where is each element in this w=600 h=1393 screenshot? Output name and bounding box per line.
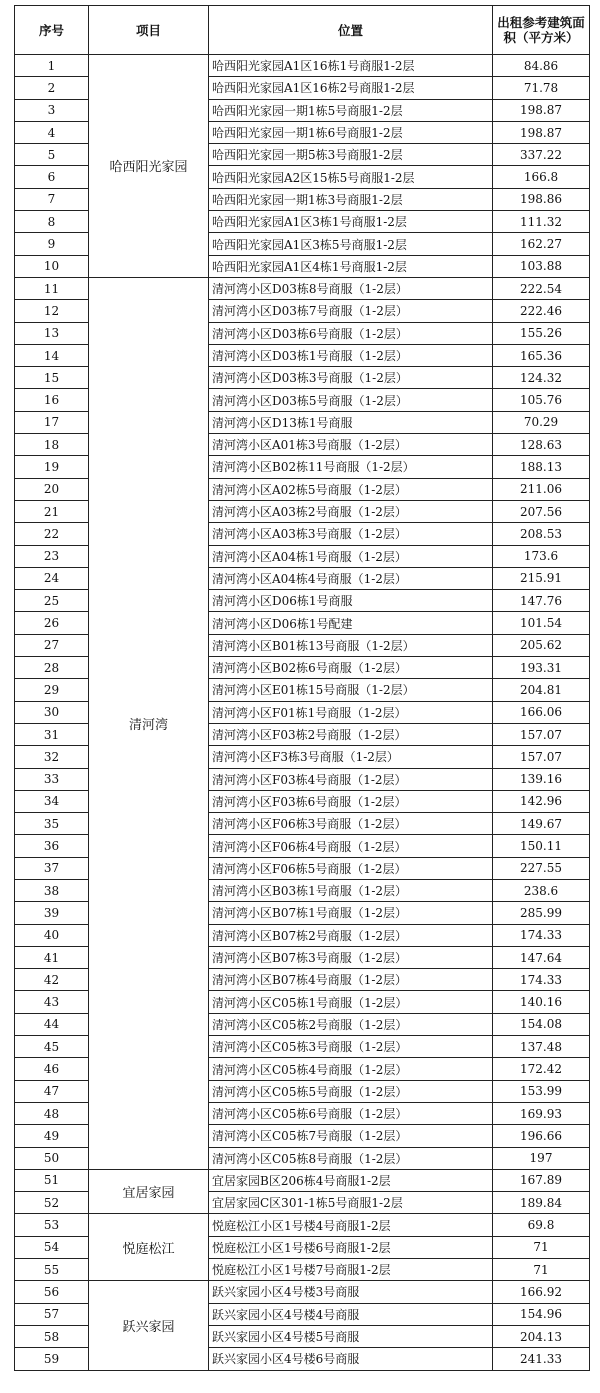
location-cell: 跃兴家园小区4号楼5号商服: [209, 1325, 493, 1347]
area-cell: 285.99: [493, 902, 590, 924]
location-cell: 哈西阳光家园一期1栋3号商服1-2层: [209, 188, 493, 210]
area-cell: 166.8: [493, 166, 590, 188]
serial-no-cell: 23: [15, 545, 89, 567]
area-cell: 105.76: [493, 389, 590, 411]
area-cell: 147.64: [493, 946, 590, 968]
serial-no-cell: 36: [15, 835, 89, 857]
serial-no-cell: 59: [15, 1348, 89, 1370]
serial-no-cell: 28: [15, 657, 89, 679]
area-cell: 70.29: [493, 411, 590, 433]
serial-no-cell: 35: [15, 813, 89, 835]
serial-no-cell: 18: [15, 434, 89, 456]
location-cell: 清河湾小区C05栋2号商服（1-2层）: [209, 1013, 493, 1035]
location-cell: 清河湾小区A01栋3号商服（1-2层）: [209, 434, 493, 456]
serial-no-cell: 42: [15, 969, 89, 991]
serial-no-cell: 10: [15, 255, 89, 277]
area-cell: 166.06: [493, 701, 590, 723]
serial-no-cell: 33: [15, 768, 89, 790]
serial-no-cell: 24: [15, 567, 89, 589]
serial-no-cell: 19: [15, 456, 89, 478]
location-cell: 清河湾小区F3栋3号商服（1-2层）: [209, 746, 493, 768]
serial-no-cell: 22: [15, 523, 89, 545]
location-cell: 清河湾小区C05栋8号商服（1-2层）: [209, 1147, 493, 1169]
location-cell: 清河湾小区B02栋11号商服（1-2层）: [209, 456, 493, 478]
area-cell: 150.11: [493, 835, 590, 857]
area-cell: 204.81: [493, 679, 590, 701]
area-cell: 124.32: [493, 367, 590, 389]
area-cell: 149.67: [493, 813, 590, 835]
location-cell: 哈西阳光家园A1区3栋5号商服1-2层: [209, 233, 493, 255]
location-cell: 清河湾小区A04栋4号商服（1-2层）: [209, 567, 493, 589]
serial-no-cell: 51: [15, 1169, 89, 1191]
serial-no-cell: 46: [15, 1058, 89, 1080]
area-cell: 166.92: [493, 1281, 590, 1303]
serial-no-cell: 5: [15, 144, 89, 166]
area-cell: 142.96: [493, 790, 590, 812]
serial-no-cell: 58: [15, 1325, 89, 1347]
rental-listing-table: [14, 5, 590, 1371]
location-cell: 清河湾小区D03栋8号商服（1-2层）: [209, 277, 493, 299]
area-cell: 174.33: [493, 969, 590, 991]
serial-no-cell: 16: [15, 389, 89, 411]
serial-no-cell: 11: [15, 277, 89, 299]
location-cell: 清河湾小区D13栋1号商服: [209, 411, 493, 433]
serial-no-cell: 38: [15, 879, 89, 901]
location-cell: 清河湾小区A02栋5号商服（1-2层）: [209, 478, 493, 500]
location-cell: 跃兴家园小区4号楼4号商服: [209, 1303, 493, 1325]
area-cell: 139.16: [493, 768, 590, 790]
area-cell: 154.96: [493, 1303, 590, 1325]
serial-no-cell: 1: [15, 55, 89, 77]
table-row: [15, 55, 590, 77]
area-cell: 71.78: [493, 77, 590, 99]
location-cell: 清河湾小区A03栋2号商服（1-2层）: [209, 500, 493, 522]
area-cell: 189.84: [493, 1192, 590, 1214]
location-cell: 哈西阳光家园A1区4栋1号商服1-2层: [209, 255, 493, 277]
location-cell: 哈西阳光家园A2区15栋5号商服1-2层: [209, 166, 493, 188]
serial-no-cell: 8: [15, 211, 89, 233]
location-cell: 清河湾小区D03栋3号商服（1-2层）: [209, 367, 493, 389]
area-cell: 337.22: [493, 144, 590, 166]
project-cell: 跃兴家园: [89, 1281, 209, 1370]
location-cell: 悦庭松江小区1号楼6号商服1-2层: [209, 1236, 493, 1258]
serial-no-cell: 13: [15, 322, 89, 344]
serial-no-cell: 49: [15, 1125, 89, 1147]
serial-no-cell: 41: [15, 946, 89, 968]
header-location: 位置: [209, 6, 493, 55]
area-cell: 101.54: [493, 612, 590, 634]
location-cell: 清河湾小区F03栋6号商服（1-2层）: [209, 790, 493, 812]
serial-no-cell: 4: [15, 121, 89, 143]
area-cell: 137.48: [493, 1036, 590, 1058]
location-cell: 跃兴家园小区4号楼6号商服: [209, 1348, 493, 1370]
area-cell: 157.07: [493, 723, 590, 745]
serial-no-cell: 45: [15, 1036, 89, 1058]
serial-no-cell: 37: [15, 857, 89, 879]
location-cell: 清河湾小区C05栋3号商服（1-2层）: [209, 1036, 493, 1058]
area-cell: 198.87: [493, 121, 590, 143]
location-cell: 清河湾小区F03栋2号商服（1-2层）: [209, 723, 493, 745]
location-cell: 哈西阳光家园A1区16栋1号商服1-2层: [209, 55, 493, 77]
serial-no-cell: 56: [15, 1281, 89, 1303]
location-cell: 清河湾小区B07栋4号商服（1-2层）: [209, 969, 493, 991]
location-cell: 宜居家园C区301-1栋5号商服1-2层: [209, 1192, 493, 1214]
area-cell: 173.6: [493, 545, 590, 567]
area-cell: 215.91: [493, 567, 590, 589]
serial-no-cell: 50: [15, 1147, 89, 1169]
location-cell: 宜居家园B区206栋4号商服1-2层: [209, 1169, 493, 1191]
serial-no-cell: 21: [15, 500, 89, 522]
area-cell: 140.16: [493, 991, 590, 1013]
location-cell: 清河湾小区C05栋6号商服（1-2层）: [209, 1102, 493, 1124]
serial-no-cell: 55: [15, 1259, 89, 1281]
area-cell: 172.42: [493, 1058, 590, 1080]
serial-no-cell: 2: [15, 77, 89, 99]
location-cell: 悦庭松江小区1号楼4号商服1-2层: [209, 1214, 493, 1236]
serial-no-cell: 32: [15, 746, 89, 768]
area-cell: 196.66: [493, 1125, 590, 1147]
location-cell: 清河湾小区F01栋1号商服（1-2层）: [209, 701, 493, 723]
serial-no-cell: 57: [15, 1303, 89, 1325]
area-cell: 103.88: [493, 255, 590, 277]
serial-no-cell: 29: [15, 679, 89, 701]
location-cell: 清河湾小区F06栋3号商服（1-2层）: [209, 813, 493, 835]
location-cell: 清河湾小区D03栋1号商服（1-2层）: [209, 344, 493, 366]
area-cell: 207.56: [493, 500, 590, 522]
area-cell: 71: [493, 1259, 590, 1281]
serial-no-cell: 7: [15, 188, 89, 210]
location-cell: 清河湾小区D03栋6号商服（1-2层）: [209, 322, 493, 344]
area-cell: 153.99: [493, 1080, 590, 1102]
serial-no-cell: 14: [15, 344, 89, 366]
area-cell: 71: [493, 1236, 590, 1258]
location-cell: 清河湾小区C05栋5号商服（1-2层）: [209, 1080, 493, 1102]
location-cell: 悦庭松江小区1号楼7号商服1-2层: [209, 1259, 493, 1281]
area-cell: 157.07: [493, 746, 590, 768]
serial-no-cell: 30: [15, 701, 89, 723]
serial-no-cell: 53: [15, 1214, 89, 1236]
location-cell: 哈西阳光家园一期5栋3号商服1-2层: [209, 144, 493, 166]
location-cell: 清河湾小区B07栋1号商服（1-2层）: [209, 902, 493, 924]
area-cell: 238.6: [493, 879, 590, 901]
serial-no-cell: 52: [15, 1192, 89, 1214]
area-cell: 128.63: [493, 434, 590, 456]
location-cell: 清河湾小区B01栋13号商服（1-2层）: [209, 634, 493, 656]
header-serial-no: 序号: [15, 6, 89, 55]
serial-no-cell: 47: [15, 1080, 89, 1102]
area-cell: 198.86: [493, 188, 590, 210]
area-cell: 111.32: [493, 211, 590, 233]
location-cell: 清河湾小区C05栋7号商服（1-2层）: [209, 1125, 493, 1147]
location-cell: 清河湾小区B03栋1号商服（1-2层）: [209, 879, 493, 901]
table-body: [15, 55, 590, 1371]
area-cell: 211.06: [493, 478, 590, 500]
location-cell: 清河湾小区C05栋4号商服（1-2层）: [209, 1058, 493, 1080]
project-cell: 清河湾: [89, 277, 209, 1169]
serial-no-cell: 39: [15, 902, 89, 924]
location-cell: 跃兴家园小区4号楼3号商服: [209, 1281, 493, 1303]
area-cell: 222.54: [493, 277, 590, 299]
area-cell: 227.55: [493, 857, 590, 879]
serial-no-cell: 25: [15, 590, 89, 612]
serial-no-cell: 40: [15, 924, 89, 946]
serial-no-cell: 15: [15, 367, 89, 389]
table-row: [15, 1281, 590, 1303]
serial-no-cell: 48: [15, 1102, 89, 1124]
location-cell: 清河湾小区D06栋1号商服: [209, 590, 493, 612]
location-cell: 清河湾小区F03栋4号商服（1-2层）: [209, 768, 493, 790]
area-cell: 69.8: [493, 1214, 590, 1236]
area-cell: 241.33: [493, 1348, 590, 1370]
serial-no-cell: 54: [15, 1236, 89, 1258]
project-cell: 宜居家园: [89, 1169, 209, 1214]
location-cell: 清河湾小区D03栋7号商服（1-2层）: [209, 300, 493, 322]
location-cell: 清河湾小区D06栋1号配建: [209, 612, 493, 634]
serial-no-cell: 3: [15, 99, 89, 121]
area-cell: 169.93: [493, 1102, 590, 1124]
serial-no-cell: 6: [15, 166, 89, 188]
serial-no-cell: 12: [15, 300, 89, 322]
serial-no-cell: 44: [15, 1013, 89, 1035]
area-cell: 205.62: [493, 634, 590, 656]
location-cell: 哈西阳光家园A1区3栋1号商服1-2层: [209, 211, 493, 233]
serial-no-cell: 43: [15, 991, 89, 1013]
location-cell: 清河湾小区C05栋1号商服（1-2层）: [209, 991, 493, 1013]
area-cell: 193.31: [493, 657, 590, 679]
location-cell: 清河湾小区B07栋2号商服（1-2层）: [209, 924, 493, 946]
location-cell: 清河湾小区B02栋6号商服（1-2层）: [209, 657, 493, 679]
project-cell: 悦庭松江: [89, 1214, 209, 1281]
area-cell: 198.87: [493, 99, 590, 121]
area-cell: 154.08: [493, 1013, 590, 1035]
area-cell: 155.26: [493, 322, 590, 344]
location-cell: 清河湾小区A03栋3号商服（1-2层）: [209, 523, 493, 545]
serial-no-cell: 26: [15, 612, 89, 634]
location-cell: 清河湾小区D03栋5号商服（1-2层）: [209, 389, 493, 411]
area-cell: 208.53: [493, 523, 590, 545]
area-cell: 174.33: [493, 924, 590, 946]
area-cell: 162.27: [493, 233, 590, 255]
serial-no-cell: 31: [15, 723, 89, 745]
location-cell: 哈西阳光家园一期1栋5号商服1-2层: [209, 99, 493, 121]
location-cell: 清河湾小区A04栋1号商服（1-2层）: [209, 545, 493, 567]
serial-no-cell: 34: [15, 790, 89, 812]
header-project: 项目: [89, 6, 209, 55]
location-cell: 清河湾小区B07栋3号商服（1-2层）: [209, 946, 493, 968]
serial-no-cell: 17: [15, 411, 89, 433]
location-cell: 清河湾小区E01栋15号商服（1-2层）: [209, 679, 493, 701]
table-row: [15, 277, 590, 299]
area-cell: 167.89: [493, 1169, 590, 1191]
area-cell: 84.86: [493, 55, 590, 77]
location-cell: 哈西阳光家园一期1栋6号商服1-2层: [209, 121, 493, 143]
area-cell: 147.76: [493, 590, 590, 612]
table-row: [15, 1169, 590, 1191]
area-cell: 204.13: [493, 1325, 590, 1347]
header-row: [15, 6, 590, 55]
table-row: [15, 1214, 590, 1236]
area-cell: 197: [493, 1147, 590, 1169]
serial-no-cell: 20: [15, 478, 89, 500]
header-area: 出租参考建筑面积（平方米）: [493, 6, 590, 55]
area-cell: 165.36: [493, 344, 590, 366]
serial-no-cell: 27: [15, 634, 89, 656]
area-cell: 188.13: [493, 456, 590, 478]
location-cell: 哈西阳光家园A1区16栋2号商服1-2层: [209, 77, 493, 99]
location-cell: 清河湾小区F06栋4号商服（1-2层）: [209, 835, 493, 857]
project-cell: 哈西阳光家园: [89, 55, 209, 278]
location-cell: 清河湾小区F06栋5号商服（1-2层）: [209, 857, 493, 879]
serial-no-cell: 9: [15, 233, 89, 255]
area-cell: 222.46: [493, 300, 590, 322]
